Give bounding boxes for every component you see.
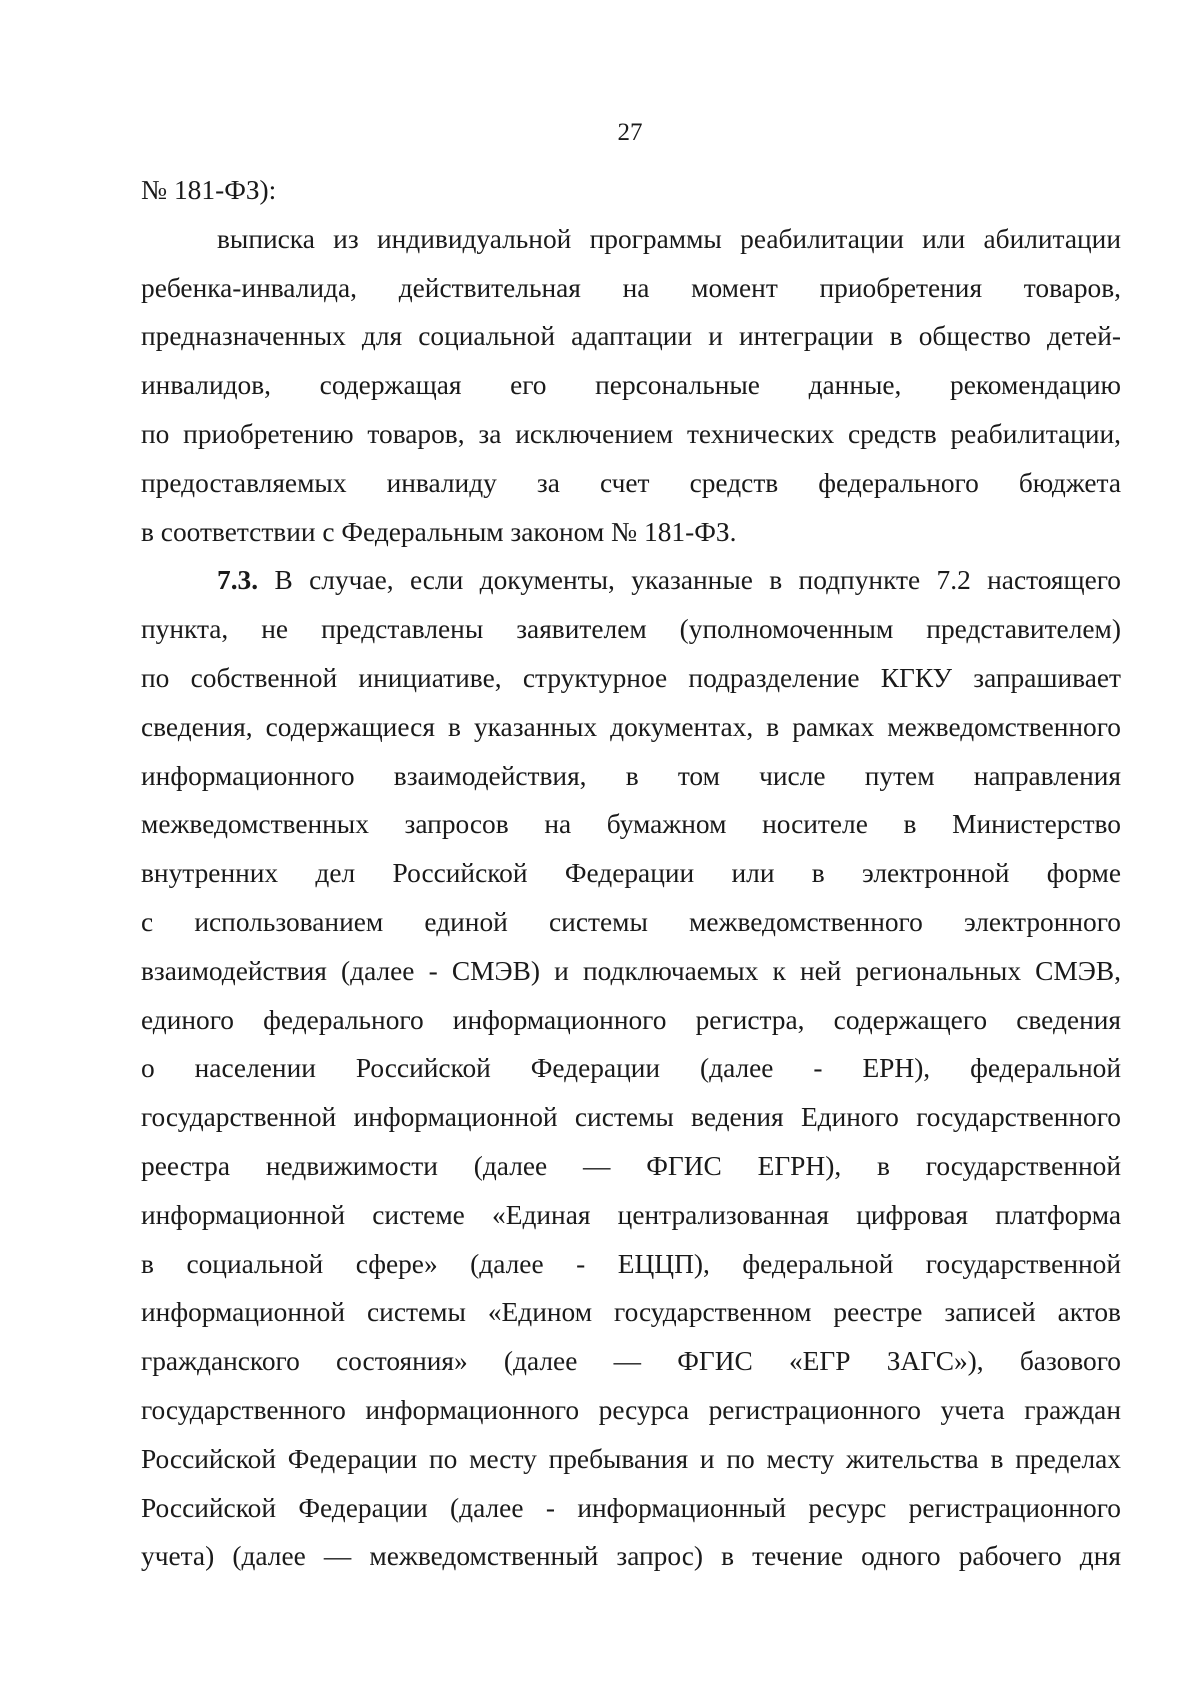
paragraph-number: 7.3. xyxy=(217,565,259,596)
text-line xyxy=(141,1191,1121,1240)
line-text: государственного информационного ресурса регистрационного учета граждан xyxy=(141,1394,1121,1425)
line-text: выписка из индивидуальной программы реабилитации или абилитации xyxy=(217,223,1121,254)
text-line xyxy=(141,1532,1121,1581)
line-text: реестра недвижимости (далее — ФГИС ЕГРН), в государственной xyxy=(141,1150,1121,1181)
text-line xyxy=(141,459,1121,508)
text-line xyxy=(141,849,1121,898)
text-line xyxy=(141,1142,1121,1191)
line-text: № 181-ФЗ): xyxy=(141,175,277,205)
line-text: учета) (далее — межведомственный запрос) в течение одного рабочего дня xyxy=(141,1541,1121,1572)
line-text: информационного взаимодействия, в том числе путем направления xyxy=(141,760,1121,791)
text-line xyxy=(141,215,1121,264)
line-text: по собственной инициативе, структурное подразделение КГКУ запрашивает xyxy=(141,662,1121,693)
line-text: в социальной сфере» (далее - ЕЦЦП), федеральной государственной xyxy=(141,1248,1121,1279)
text-line xyxy=(141,996,1121,1045)
line-text: пункта, не представлены заявителем (уполномоченным представителем) xyxy=(141,614,1121,645)
text-line xyxy=(141,264,1121,313)
line-text: сведения, содержащиеся в указанных документах, в рамках межведомственного xyxy=(141,711,1121,742)
text-line xyxy=(141,1337,1121,1386)
line-text: межведомственных запросов на бумажном носителе в Министерство xyxy=(141,809,1121,840)
page-number: 27 xyxy=(617,119,643,146)
text-line xyxy=(141,654,1121,703)
text-line xyxy=(141,800,1121,849)
line-text: в соответствии с Федеральным законом № 181-ФЗ. xyxy=(141,516,737,547)
line-text: взаимодействия (далее - СМЭВ) и подключаемых к ней региональных СМЭВ, xyxy=(141,955,1121,986)
line-text: Российской Федерации по месту пребывания и по месту жительства в пределах xyxy=(141,1443,1121,1474)
line-text: Российской Федерации (далее - информационный ресурс регистрационного xyxy=(141,1492,1121,1523)
line-text: предназначенных для социальной адаптации и интеграции в общество детей- xyxy=(141,321,1121,352)
line-text: единого федерального информационного регистра, содержащего сведения xyxy=(141,1004,1121,1035)
line-text: внутренних дел Российской Федерации или в электронной форме xyxy=(141,858,1121,889)
text-line xyxy=(141,556,1121,605)
text-line xyxy=(141,898,1121,947)
line-text: предоставляемых инвалиду за счет средств федерального бюджета xyxy=(141,467,1121,498)
text-line xyxy=(141,1044,1121,1093)
text-line xyxy=(141,1435,1121,1484)
text-line xyxy=(141,410,1121,459)
line-text: с использованием единой системы межведомственного электронного xyxy=(141,906,1121,937)
text-line xyxy=(141,752,1121,801)
text-line xyxy=(141,605,1121,654)
line-text: по приобретению товаров, за исключением технических средств реабилитации, xyxy=(141,418,1121,449)
line-text: ребенка-инвалида, действительная на момент приобретения товаров, xyxy=(141,272,1121,303)
text-line xyxy=(141,703,1121,752)
text-line xyxy=(141,1484,1121,1533)
line-text: государственной информационной системы ведения Единого государственного xyxy=(141,1102,1121,1133)
line-text: информационной системе «Единая централизованная цифровая платформа xyxy=(141,1199,1121,1230)
text-line xyxy=(141,1093,1121,1142)
text-line xyxy=(141,312,1121,361)
document-body xyxy=(141,166,1121,1581)
line-text: гражданского состояния» (далее — ФГИС «ЕГР ЗАГС»), базового xyxy=(141,1346,1121,1377)
line-text: В случае, если документы, указанные в подпункте 7.2 настоящего xyxy=(258,565,1121,596)
text-line xyxy=(141,947,1121,996)
text-line xyxy=(141,1288,1121,1337)
text-line xyxy=(141,166,1121,215)
text-line xyxy=(141,1386,1121,1435)
line-text: инвалидов, содержащая его персональные данные, рекомендацию xyxy=(141,370,1121,401)
line-text: о населении Российской Федерации (далее - ЕРН), федеральной xyxy=(141,1053,1121,1084)
text-line xyxy=(141,361,1121,410)
text-line xyxy=(141,1240,1121,1289)
line-text: информационной системы «Едином государственном реестре записей актов xyxy=(141,1297,1121,1328)
text-line xyxy=(141,508,1121,557)
